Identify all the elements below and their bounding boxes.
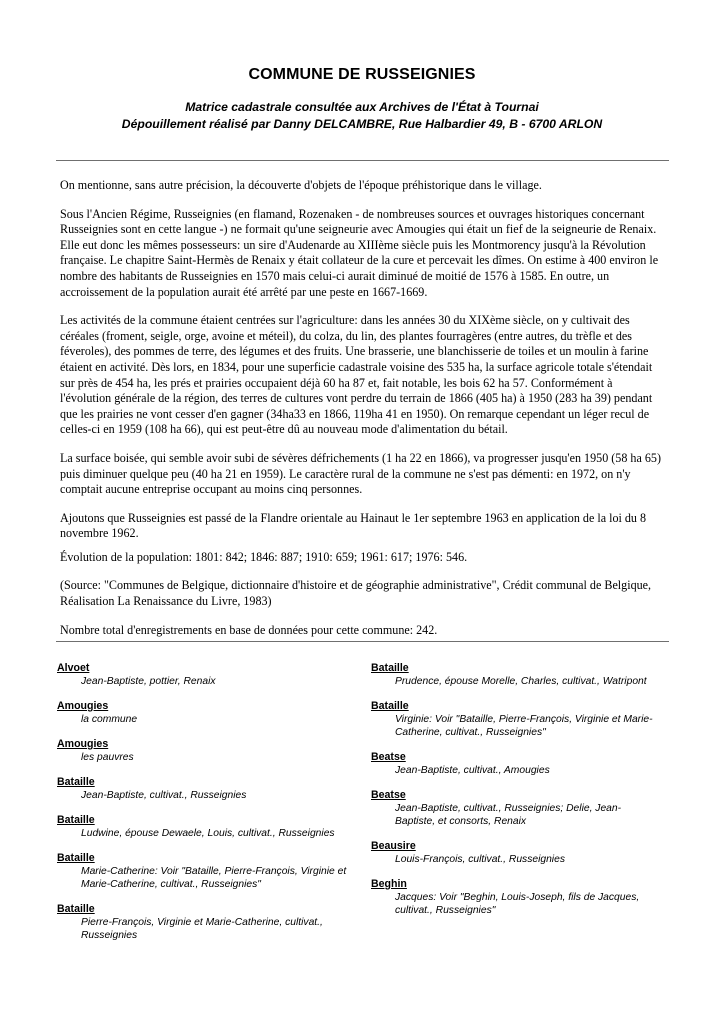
archive-source-subtitle: Matrice cadastrale consultée aux Archives de l'État à Tournai — [185, 100, 539, 114]
entries-left-column — [57, 661, 357, 953]
population-paragraph: Évolution de la population: 1801: 842; 1846: 887; 1910: 659; 1961: 617; 1976: 546. — [60, 549, 468, 564]
intro-paragraph: Ajoutons que Russeignies est passé de la Flandre orientale au Hainaut le 1er septembre 1963 en application de la loi du 8 novembre 1962. — [60, 510, 647, 541]
entry-detail: Jacques: Voir "Beghin, Louis-Joseph, fils de Jacques, cultivat., Russeignies" — [395, 892, 640, 916]
list-item — [371, 839, 661, 866]
intro-paragraph: Les activités de la commune étaient centrées sur l'agriculture: dans les années 30 du XIXème siècle, on y cultivait des céréales (froment, seigle, orge, avoine et méteil), du colza, du lin, des plantes fourragères (entre autres, du trèfle et des féveroles), des pommes de terre, des légumes et des fruits. Une brasserie, une blanchisserie de toiles et un moulin à farine étaient en activité. Dès lors, en 1834, pour une superficie cadastrale voisine des 535 ha, la surface agricole totale s'étendait sur près de 454 ha, les prés et prairies occupaient déjà 60 ha 87 et, fait notable, les bois 62 ha 57. Conformément à l'évolution générale de la région, des terres de cultures vont perdre du terrain de 1866 (405 ha) à 1950 (283 ha 39) pendant que les prairies ne vont cesser d'en gagner (34ha33 en 1866, 119ha 41 en 1950). On remarque cependant un léger recul de celles-ci en 1959 (108 ha 66), qui est peut-être dû au nouveau mode d'alimentation du bétail. — [60, 313, 653, 437]
entry-name: Bataille — [57, 852, 95, 864]
list-item — [371, 788, 661, 828]
author-subtitle: Dépouillement réalisé par Danny DELCAMBRE, Rue Halbardier 49, B - 6700 ARLON — [121, 117, 603, 131]
entry-detail: Marie-Catherine: Voir "Bataille, Pierre-François, Virginie et Marie-Catherine, cultivat., Russeignies" — [81, 866, 347, 890]
entry-name: Beatse — [371, 789, 406, 801]
entry-name: Bataille — [57, 776, 95, 788]
list-item — [57, 775, 357, 802]
entry-name: Bataille — [371, 700, 409, 712]
list-item — [57, 813, 357, 840]
list-item — [371, 877, 661, 917]
top-divider — [56, 160, 669, 161]
entry-detail: la commune — [81, 714, 138, 725]
intro-paragraph: Sous l'Ancien Régime, Russeignies (en flamand, Rozenaken - de nombreuses sources et ouvrages historiques concernant Russeignies sont en cette langue -) ne formait qu'une seigneurie avec Amougies qui était un fief de la seigneurie de Renaix. Elle eut donc les mêmes possesseurs: un sire d'Audenarde au XIIIème siècle puis les Montmorency jusqu'à la Révolution française. Le chapitre Saint-Hermès de Renaix y était collateur de la cure et percevait les dîmes. On estime à 400 environ le nombre des habitants de Russeignies en 1570 mais celui-ci aurait diminué de moitié de 1576 à 1585. En outre, un accroissement de la population aurait été arrêté par une peste en 1667-1669. — [60, 206, 659, 299]
intro-paragraph: La surface boisée, qui semble avoir subi de sévères défrichements (1 ha 22 en 1866), va progresser jusqu'en 1950 (58 ha 65) puis diminuer quelque peu (40 ha 21 en 1959). Le caractère rural de la commune ne s'est pas démenti: en 1972, on n'y comptait aucune entreprise occupant au moins cinq personnes. — [60, 450, 661, 497]
list-item — [371, 661, 661, 688]
list-item — [57, 737, 357, 764]
entries-divider — [56, 641, 669, 642]
entry-detail: Prudence, épouse Morelle, Charles, cultivat., Watripont — [395, 676, 647, 687]
entry-name: Alvoet — [57, 662, 90, 674]
entry-name: Beghin — [371, 878, 407, 890]
entry-name: Beausire — [371, 840, 416, 852]
intro-text — [60, 178, 664, 651]
entry-name: Amougies — [57, 738, 109, 750]
entry-detail: les pauvres — [81, 752, 134, 763]
entry-name: Bataille — [57, 814, 95, 826]
source-paragraph: (Source: "Communes de Belgique, dictionnaire d'histoire et de géographie administrative", Crédit communal de Belgique, Réalisation La Renaissance du Livre, 1983) — [60, 578, 652, 609]
entry-name: Bataille — [371, 662, 409, 674]
entry-detail: Pierre-François, Virginie et Marie-Catherine, cultivat., Russeignies — [81, 917, 323, 941]
list-item — [57, 661, 357, 688]
entry-detail: Ludwine, épouse Dewaele, Louis, cultivat., Russeignies — [81, 828, 335, 839]
entry-name: Bataille — [57, 903, 95, 915]
entry-detail: Jean-Baptiste, cultivat., Amougies — [395, 765, 550, 776]
entry-detail: Jean-Baptiste, cultivat., Russeignies — [81, 790, 247, 801]
list-item — [57, 851, 357, 891]
list-item — [57, 902, 357, 942]
list-item — [371, 750, 661, 777]
entry-detail: Jean-Baptiste, pottier, Renaix — [81, 676, 216, 687]
intro-paragraph: On mentionne, sans autre précision, la découverte d'objets de l'époque préhistorique dans le village. — [60, 178, 542, 192]
entry-name: Beatse — [371, 751, 406, 763]
list-item — [371, 699, 661, 739]
entries-right-column — [371, 661, 661, 928]
list-item — [57, 699, 357, 726]
entry-detail: Virginie: Voir "Bataille, Pierre-François, Virginie et Marie-Catherine, cultivat., Russeignies" — [395, 714, 653, 738]
record-count-paragraph: Nombre total d'enregistrements en base de données pour cette commune: 242. — [60, 622, 438, 637]
entry-detail: Louis-François, cultivat., Russeignies — [395, 854, 565, 865]
page-title: COMMUNE DE RUSSEIGNIES — [248, 66, 476, 83]
entry-name: Amougies — [57, 700, 109, 712]
entry-detail: Jean-Baptiste, cultivat., Russeignies; Delie, Jean-Baptiste, et consorts, Renaix — [395, 803, 622, 827]
